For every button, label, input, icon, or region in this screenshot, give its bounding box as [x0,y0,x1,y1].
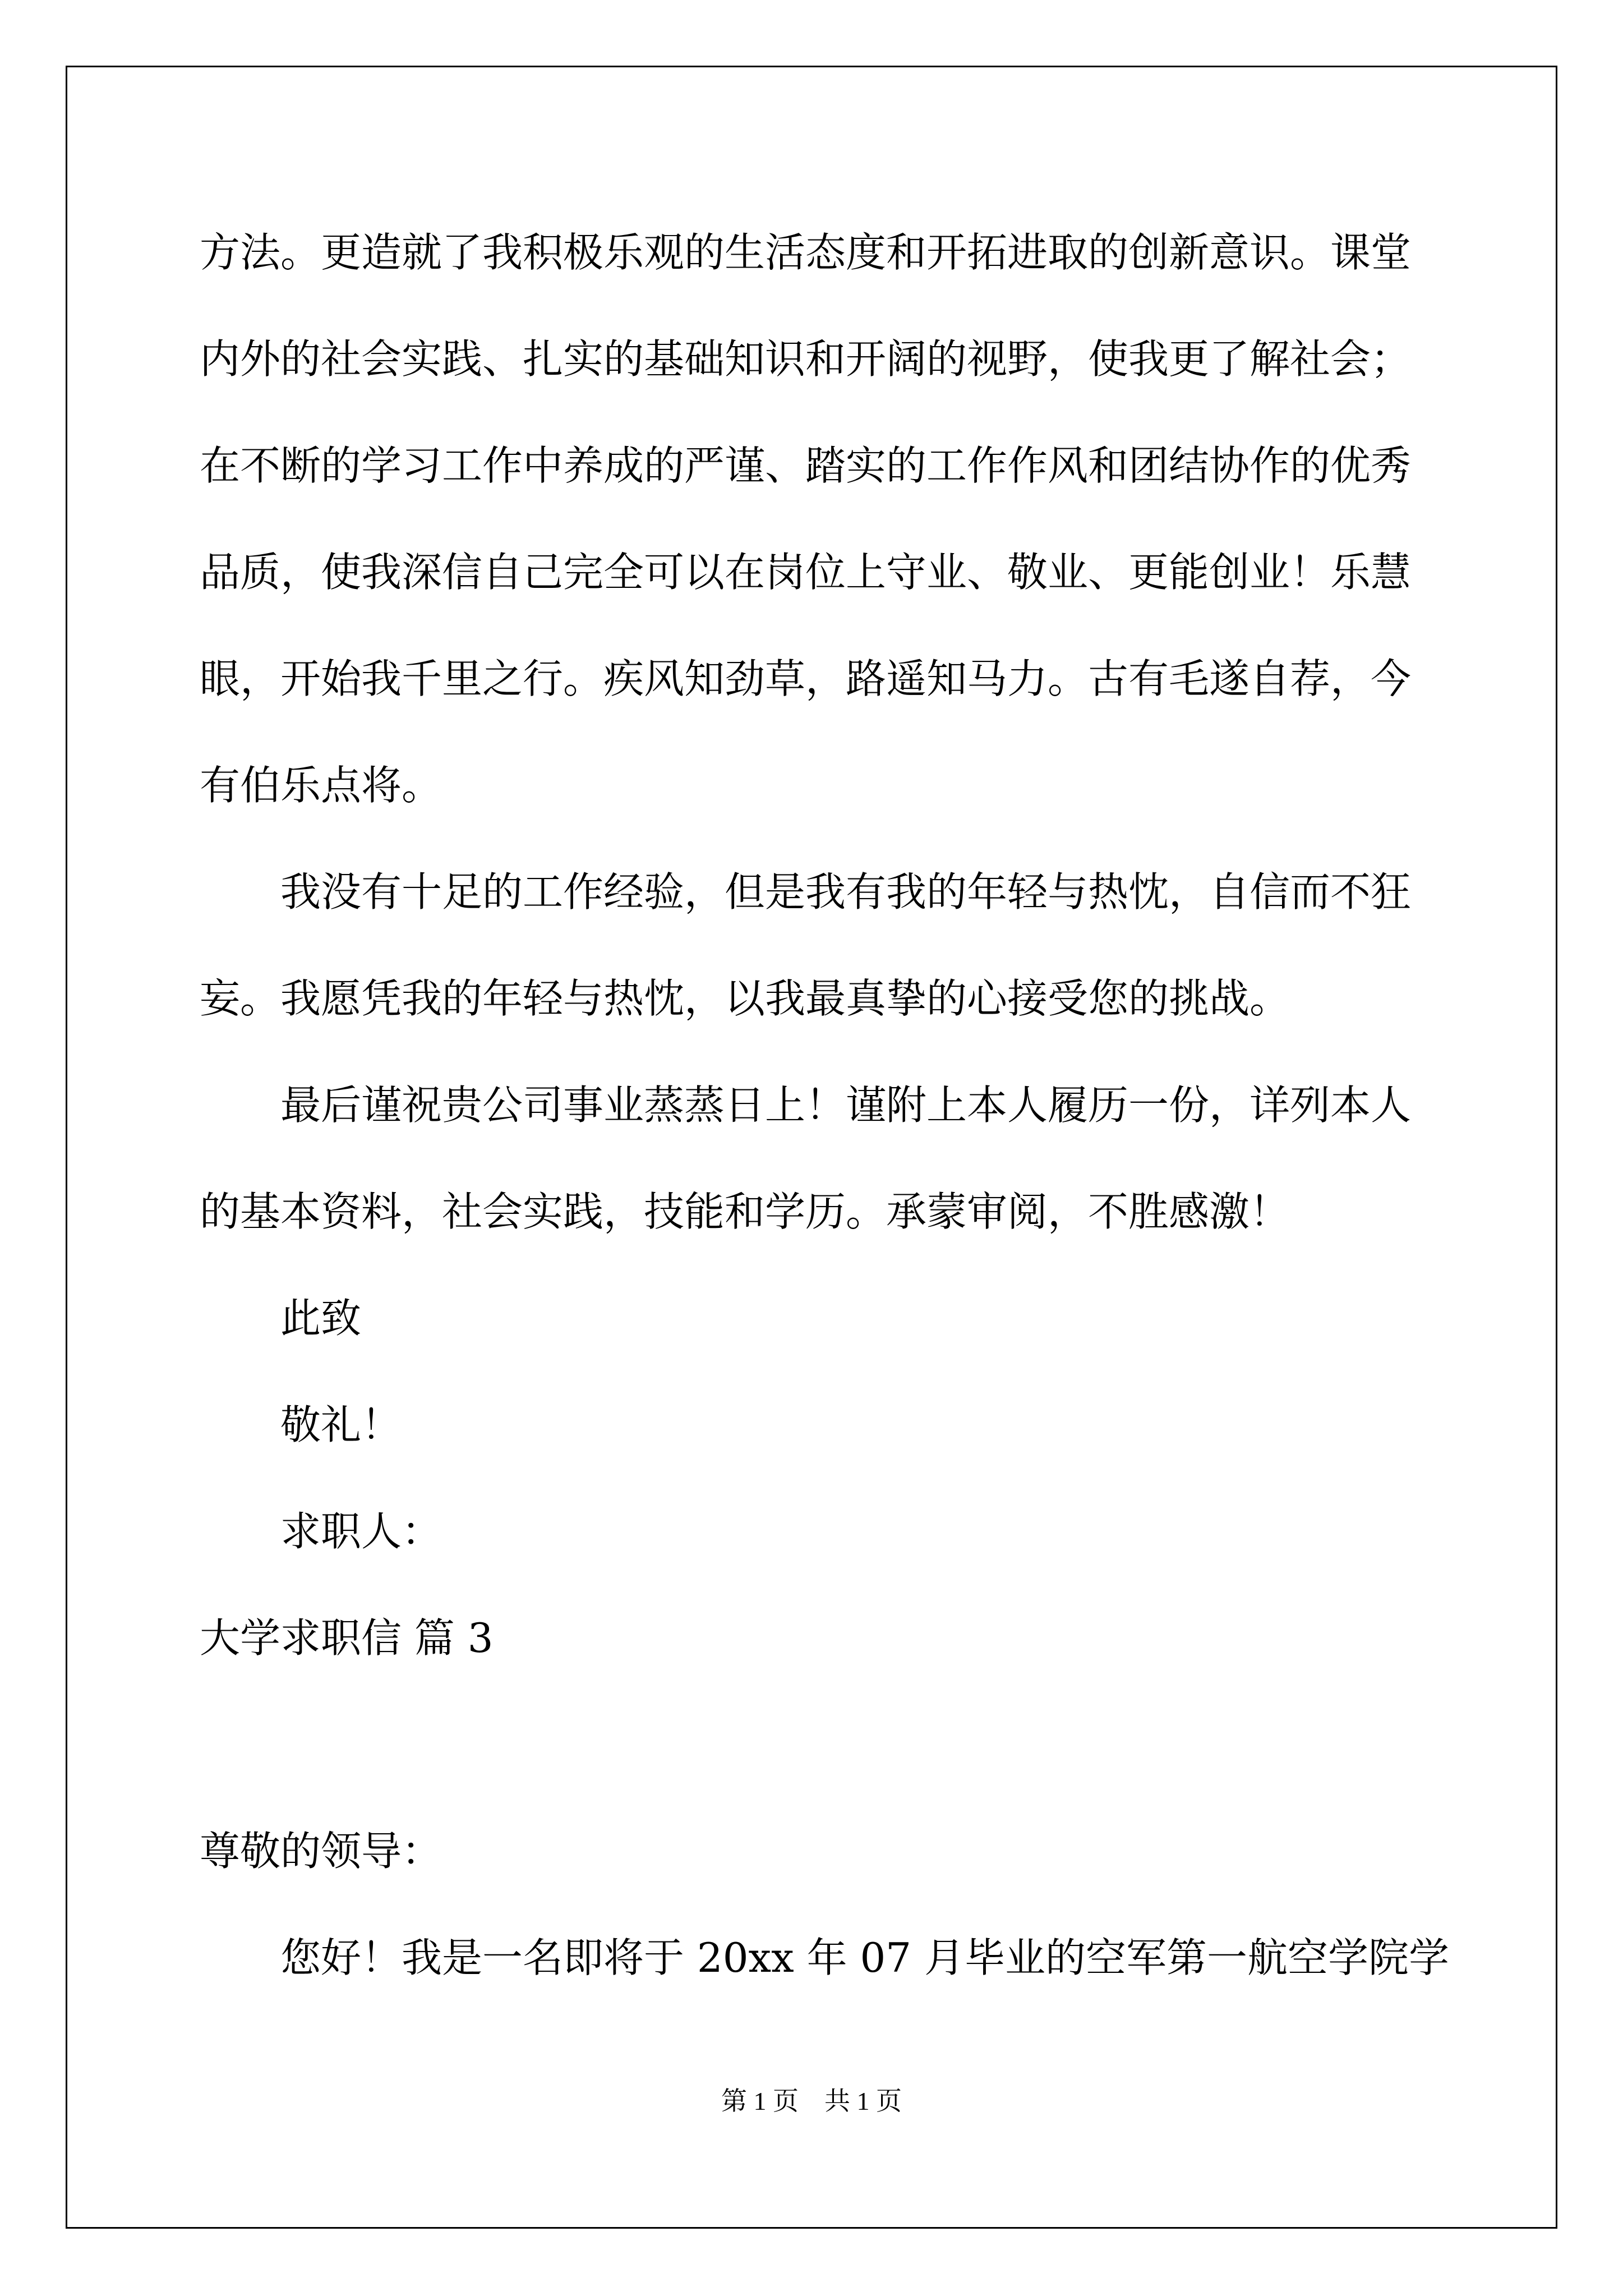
signature-label: 求职人： [280,1508,442,1555]
text-line: 眼，开始我千里之行。疾风知劲草，路遥知马力。古有毛遂自荐，今 [200,655,1412,702]
text-line: 有伯乐点将。 [200,762,442,809]
paragraph-start-line: 最后谨祝贵公司事业蒸蒸日上！谨附上本人履历一份，详列本人 [280,1082,1412,1129]
text-line: 品质，使我深信自己完全可以在岗位上守业、敬业、更能创业！乐慧 [200,549,1412,596]
closing-salutation: 此致 [280,1295,362,1342]
greeting-line: 尊敬的领导： [200,1828,442,1875]
page-number-footer: 第 1 页 共 1 页 [721,2087,902,2115]
paragraph-start-line: 您好！我是一名即将于 20xx 年 07 月毕业的空军第一航空学院学 [280,1934,1449,1981]
text-line: 在不断的学习工作中养成的严谨、踏实的工作作风和团结协作的优秀 [200,442,1412,489]
text-line: 方法。更造就了我积极乐观的生活态度和开拓进取的创新意识。课堂 [200,229,1412,276]
page-border [66,66,1557,2229]
paragraph-start-line: 我没有十足的工作经验，但是我有我的年轻与热忱，自信而不狂 [280,868,1412,915]
closing-regards: 敬礼！ [280,1401,402,1448]
text-line: 内外的社会实践、扎实的基础知识和开阔的视野，使我更了解社会； [200,335,1412,383]
text-line: 妄。我愿凭我的年轻与热忱，以我最真挚的心接受您的挑战。 [200,975,1290,1022]
section-heading: 大学求职信 篇 3 [200,1614,494,1662]
text-line: 的基本资料，社会实践，技能和学历。承蒙审阅，不胜感激！ [200,1188,1290,1235]
